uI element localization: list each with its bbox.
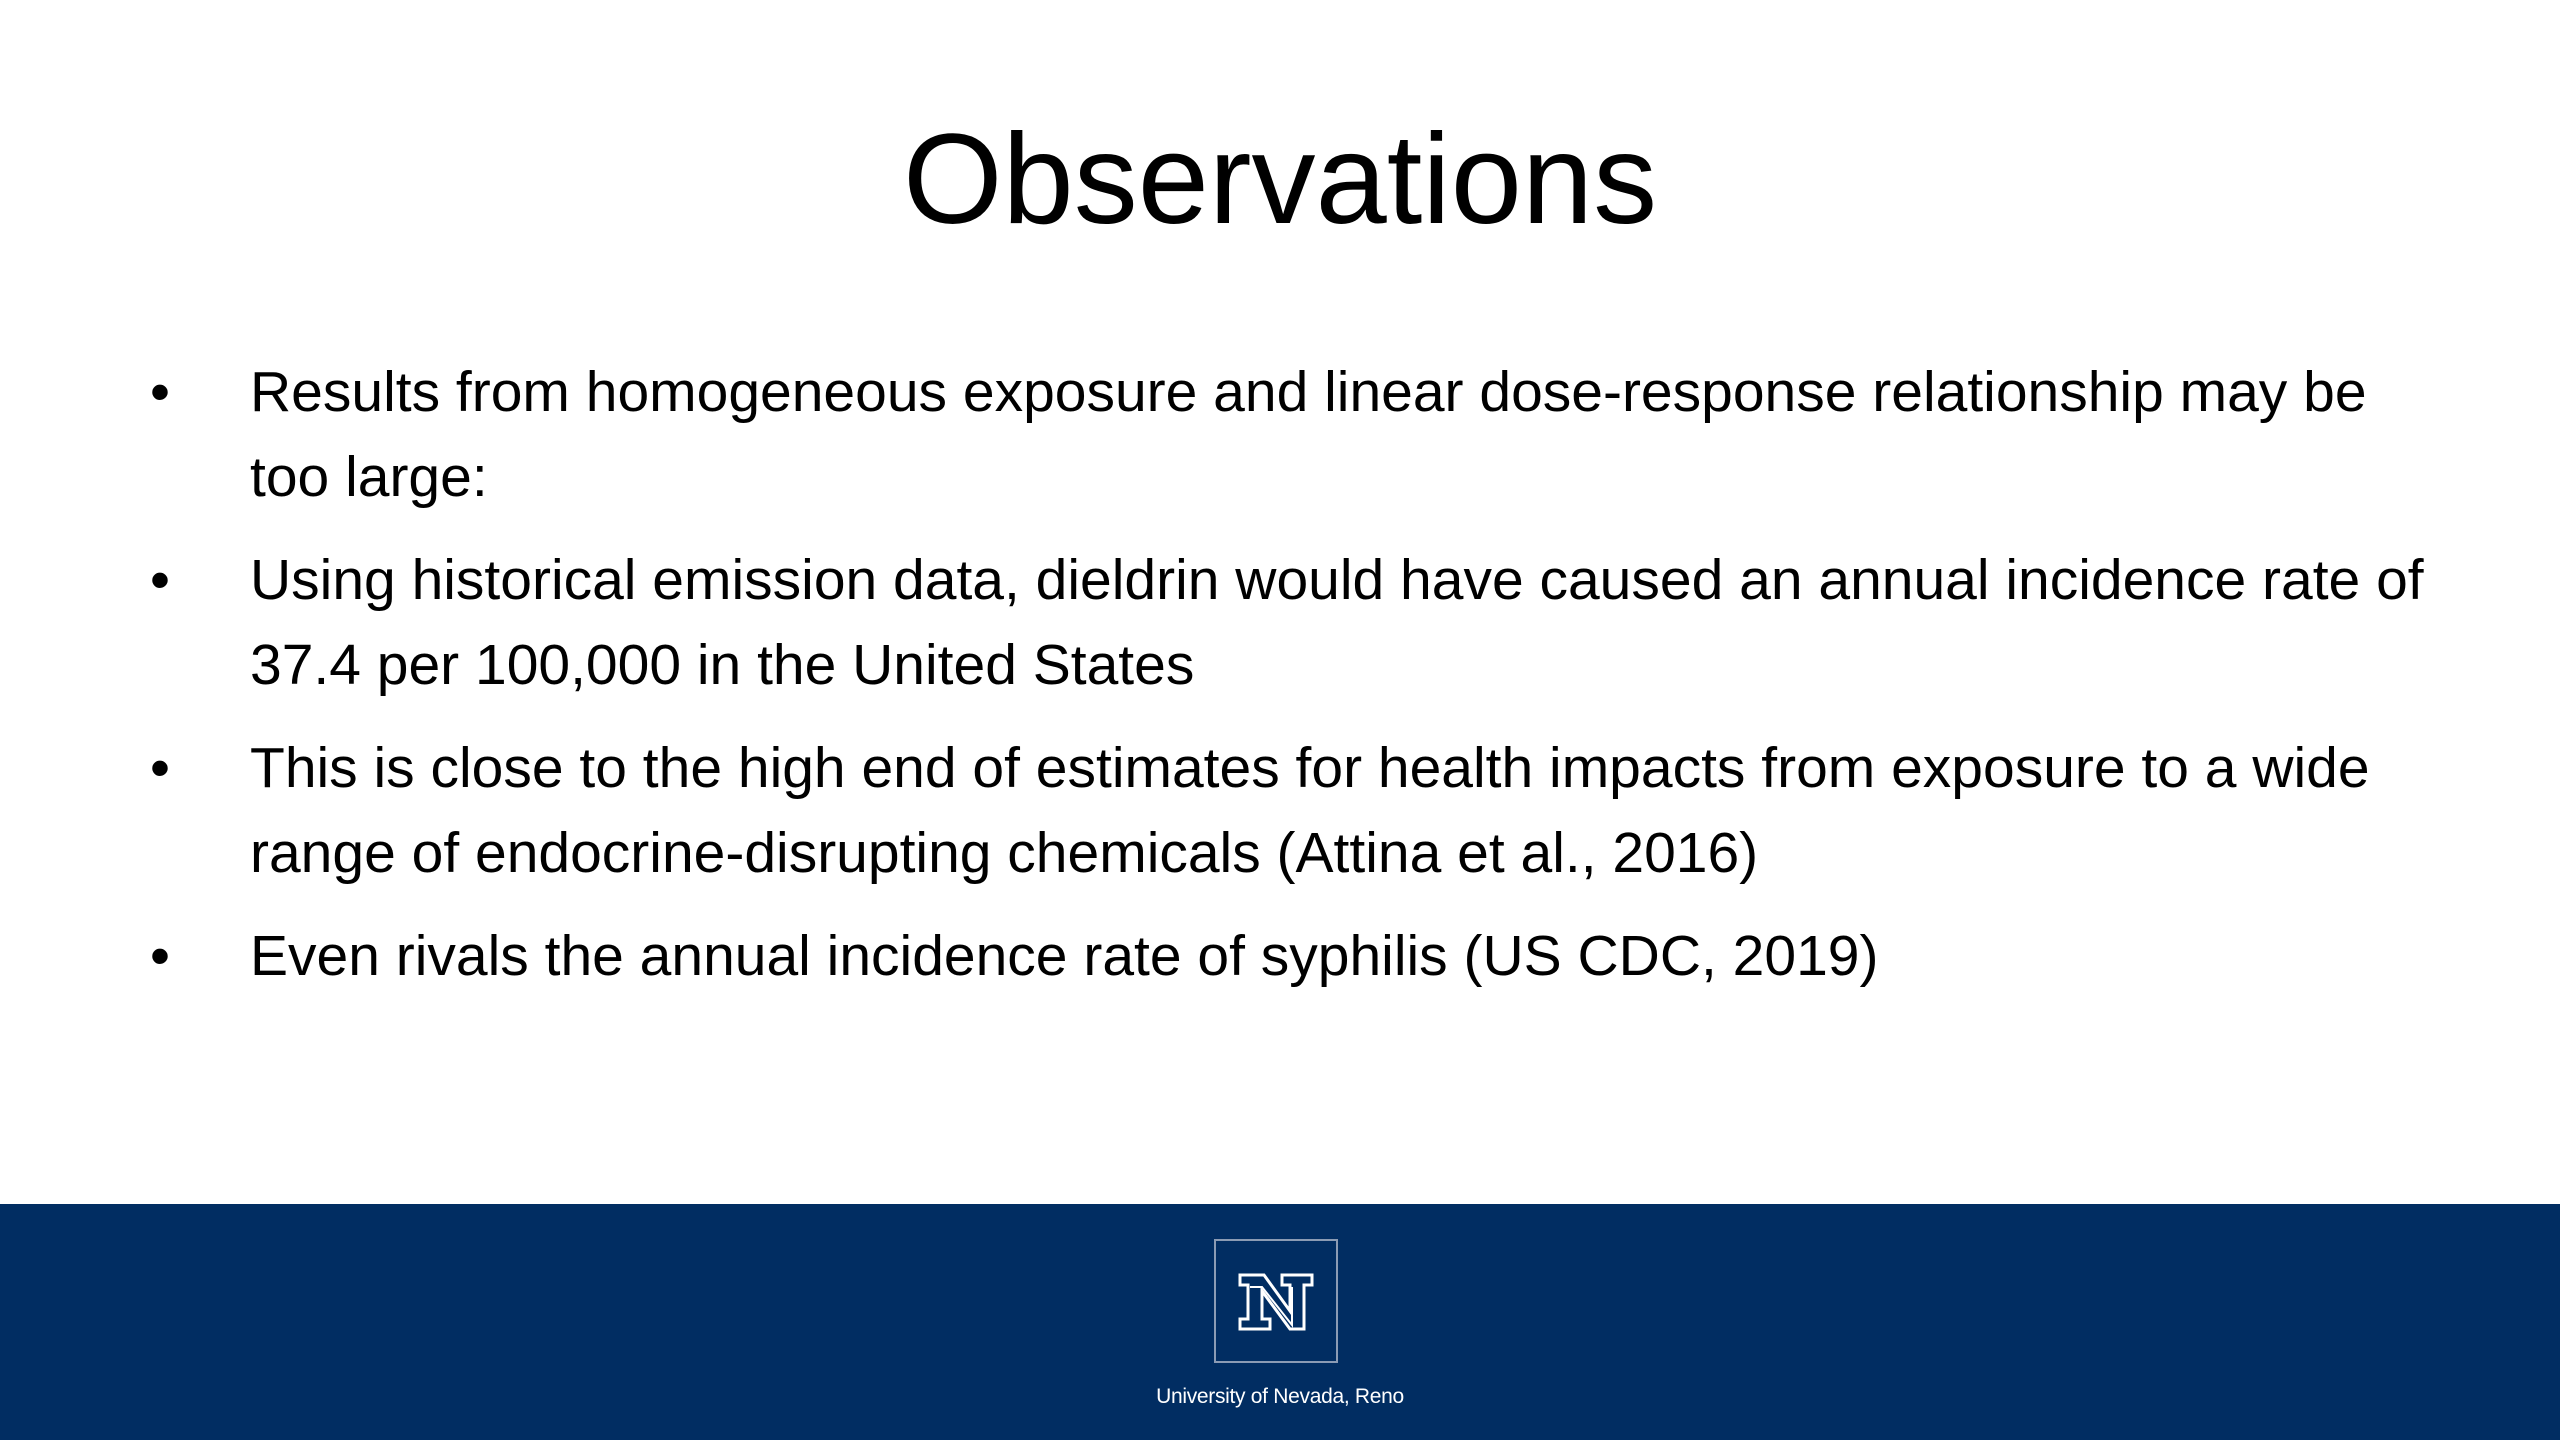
bullet-text: Using historical emission data, dieldrin would have caused an annual incidence rate of 37.4 per 100,000 in the United States <box>250 548 2424 697</box>
bullet-item <box>150 914 2450 999</box>
bullet-icon: • <box>150 548 170 612</box>
bullet-item <box>150 538 2450 708</box>
bullet-text: Results from homogeneous exposure and linear dose-response relationship may be too large: <box>250 360 2367 509</box>
university-logo-icon <box>1214 1239 1338 1363</box>
institution-name: University of Nevada, Reno <box>1156 1385 1404 1408</box>
bullet-item <box>150 726 2450 896</box>
bullet-icon: • <box>150 736 170 800</box>
footer-bar <box>0 1204 2560 1440</box>
slide-title: Observations <box>902 108 1658 251</box>
bullet-list <box>150 350 2450 1017</box>
bullet-text: Even rivals the annual incidence rate of syphilis (US CDC, 2019) <box>250 924 1879 988</box>
bullet-text: This is close to the high end of estimates for health impacts from exposure to a wide range of endocrine-disrupting chemicals (Attina et al., 2016) <box>250 736 2370 885</box>
bullet-item <box>150 350 2450 520</box>
bullet-icon: • <box>150 360 170 424</box>
logo-n-glyph <box>1226 1251 1326 1351</box>
bullet-icon: • <box>150 924 170 988</box>
